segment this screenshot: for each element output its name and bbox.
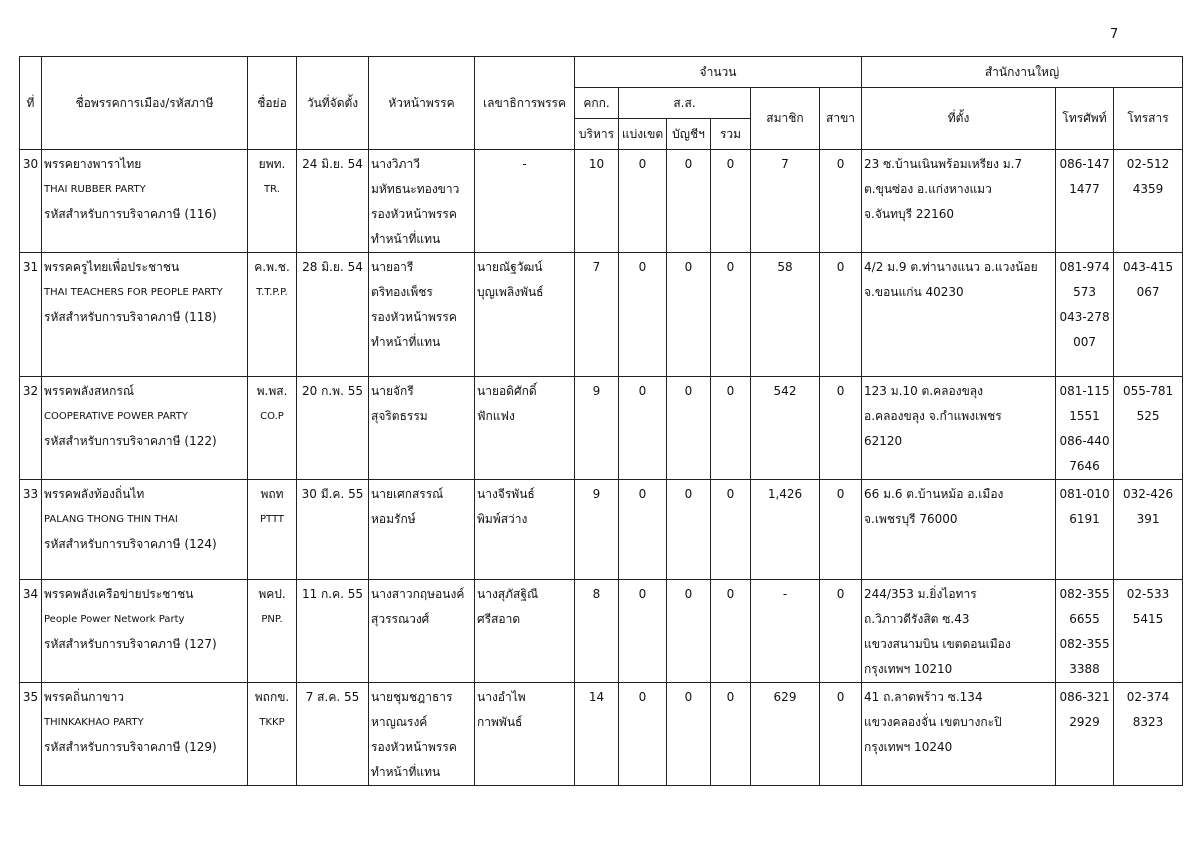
rows.3.fax-line: 391 <box>1136 512 1160 526</box>
table-row <box>20 683 1183 786</box>
rows.1.location-line: จ.ขอนแก่น 40230 <box>864 285 964 299</box>
party-abbr-cell <box>248 253 297 377</box>
rows.5.phone-line: 2929 <box>1069 715 1100 729</box>
mp-district-count: 0 <box>619 377 667 480</box>
rows.4.secretary-line: ศรีสอาด <box>477 612 521 626</box>
party-name-th: พรรคพลังท้องถิ่นไท <box>44 487 145 501</box>
row-number: 34 <box>20 580 42 683</box>
rows.1.leader-line: ทำหน้าที่แทน <box>371 335 441 349</box>
secretary-cell <box>475 580 575 683</box>
header-branches: สาขา <box>820 88 862 150</box>
mp-list-count: 0 <box>667 580 711 683</box>
rows.3.location-line: 66 ม.6 ต.บ้านหม้อ อ.เมือง <box>864 487 1004 501</box>
mp-district-count: 0 <box>619 480 667 580</box>
rows.3.leader-line: นายเศกสรรณ์ <box>371 487 444 501</box>
party-name-en: THAI RUBBER PARTY <box>44 184 146 195</box>
rows.0.leader-line: ทำหน้าที่แทน <box>371 232 441 246</box>
rows.1.location-line: 4/2 ม.9 ต.ท่านางแนว อ.แวงน้อย <box>864 260 1038 274</box>
header-exec-bottom: บริหาร <box>575 119 619 150</box>
rows.5.leader-line: รองหัวหน้าพรรค <box>371 740 457 754</box>
branch-count: 0 <box>820 253 862 377</box>
rows.1.phone-line: 007 <box>1073 335 1096 349</box>
rows.5.secretary-line: นางอำไพ <box>477 690 526 704</box>
rows.2.secretary-line: ฟักแฟง <box>477 409 515 423</box>
table-row <box>20 150 1183 253</box>
member-count: 542 <box>751 377 820 480</box>
member-count: 7 <box>751 150 820 253</box>
mp-district-count: 0 <box>619 253 667 377</box>
exec-count: 14 <box>575 683 619 786</box>
member-count: 629 <box>751 683 820 786</box>
mp-total-count: 0 <box>711 580 751 683</box>
fax-cell <box>1114 150 1183 253</box>
party-abbr-cell <box>248 150 297 253</box>
header-phone: โทรศัพท์ <box>1056 88 1114 150</box>
rows.1.leader-line: ตริทองเพ็ชร <box>371 285 433 299</box>
mp-list-count: 0 <box>667 253 711 377</box>
hq-location-cell <box>862 480 1056 580</box>
rows.4.secretary-line: นางสุภัสฐิณี <box>477 587 539 601</box>
leader-cell <box>369 253 475 377</box>
row-number: 31 <box>20 253 42 377</box>
party-name-th: พรรคพลังเครือข่ายประชาชน <box>44 587 194 601</box>
hq-location-cell <box>862 253 1056 377</box>
secretary-cell <box>475 683 575 786</box>
rows.5.fax-line: 02-374 <box>1126 690 1170 704</box>
rows.4.phone-line: 3388 <box>1069 662 1100 676</box>
rows.1.phone-line: 043-278 <box>1059 310 1110 324</box>
exec-count: 9 <box>575 480 619 580</box>
party-abbr-en: CO.P <box>260 411 284 422</box>
leader-cell <box>369 377 475 480</box>
rows.1.phone-line: 573 <box>1073 285 1096 299</box>
rows.3.phone-line: 081-010 <box>1059 487 1110 501</box>
party-name-cell <box>42 377 248 480</box>
rows.5.location-line: กรุงเทพฯ 10240 <box>864 740 953 754</box>
party-name-cell <box>42 580 248 683</box>
row-number: 30 <box>20 150 42 253</box>
phone-cell <box>1056 480 1114 580</box>
header-founded: วันที่จัดตั้ง <box>297 57 369 150</box>
hq-location-cell <box>862 150 1056 253</box>
rows.4.phone-line: 6655 <box>1069 612 1100 626</box>
rows.0.phone-line: 086-147 <box>1059 157 1110 171</box>
rows.5.location-line: แขวงคลองจั่น เขตบางกะปิ <box>864 715 1002 729</box>
party-abbr-th: ยพท. <box>258 157 286 171</box>
hq-location-cell <box>862 377 1056 480</box>
mp-list-count: 0 <box>667 480 711 580</box>
leader-cell <box>369 480 475 580</box>
party-abbr-cell <box>248 580 297 683</box>
mp-district-count: 0 <box>619 683 667 786</box>
party-abbr-th: พคป. <box>258 587 286 601</box>
rows.2.location-line: 62120 <box>864 434 903 448</box>
rows.1.secretary-line: บุญเพลิงพันธ์ <box>477 285 544 299</box>
party-name-cell <box>42 683 248 786</box>
founded-date: 30 มี.ค. 55 <box>297 480 369 580</box>
phone-cell <box>1056 150 1114 253</box>
row-number: 32 <box>20 377 42 480</box>
party-name-en: PALANG THONG THIN THAI <box>44 514 178 525</box>
exec-count: 8 <box>575 580 619 683</box>
rows.5.leader-line: ทำหน้าที่แทน <box>371 765 441 779</box>
header-exec-top: คกก. <box>575 88 619 119</box>
party-tax-code: รหัสสำหรับการบริจาคภาษี (129) <box>44 740 217 754</box>
rows.4.location-line: ถ.วิภาวดีรังสิต ซ.43 <box>864 612 970 626</box>
rows.2.phone-line: 081-115 <box>1059 384 1110 398</box>
member-count: 58 <box>751 253 820 377</box>
party-name-cell <box>42 253 248 377</box>
party-name-th: พรรคยางพาราไทย <box>44 157 142 171</box>
rows.0.leader-line: นางวิภาวี <box>371 157 420 171</box>
rows.5.phone-line: 086-321 <box>1059 690 1110 704</box>
row-number: 35 <box>20 683 42 786</box>
table-row <box>20 377 1183 480</box>
header-abbr: ชื่อย่อ <box>248 57 297 150</box>
rows.1.secretary-line: นายณัฐวัฒน์ <box>477 260 543 274</box>
table-row <box>20 480 1183 580</box>
party-name-th: พรรคพลังสหกรณ์ <box>44 384 135 398</box>
rows.5.secretary-line: กาพพันธ์ <box>477 715 523 729</box>
exec-count: 10 <box>575 150 619 253</box>
mp-total-count: 0 <box>711 683 751 786</box>
party-tax-code: รหัสสำหรับการบริจาคภาษี (118) <box>44 310 217 324</box>
founded-date: 20 ก.พ. 55 <box>297 377 369 480</box>
header-mp-district: แบ่งเขต <box>619 119 667 150</box>
rows.1.leader-line: นายอารี <box>371 260 414 274</box>
leader-cell <box>369 150 475 253</box>
rows.4.phone-line: 082-355 <box>1059 587 1110 601</box>
party-tax-code: รหัสสำหรับการบริจาคภาษี (127) <box>44 637 217 651</box>
party-name-th: พรรคถิ่นกาขาว <box>44 690 124 704</box>
rows.0.secretary-line: - <box>522 157 527 171</box>
party-tax-code: รหัสสำหรับการบริจาคภาษี (124) <box>44 537 217 551</box>
party-name-en: THAI TEACHERS FOR PEOPLE PARTY <box>44 287 223 298</box>
rows.0.fax-line: 4359 <box>1132 182 1164 196</box>
secretary-cell <box>475 253 575 377</box>
rows.2.leader-line: สุจริตธรรม <box>371 409 428 423</box>
fax-cell <box>1114 580 1183 683</box>
party-abbr-en: TKKP <box>259 717 285 728</box>
phone-cell <box>1056 580 1114 683</box>
party-name-en: COOPERATIVE POWER PARTY <box>44 411 188 422</box>
fax-cell <box>1114 253 1183 377</box>
rows.3.phone-line: 6191 <box>1069 512 1100 526</box>
rows.4.leader-line: สุวรรณวงศ์ <box>371 612 430 626</box>
rows.3.fax-line: 032-426 <box>1122 487 1174 501</box>
rows.2.fax-line: 525 <box>1136 409 1160 423</box>
branch-count: 0 <box>820 150 862 253</box>
rows.2.phone-line: 7646 <box>1069 459 1100 473</box>
secretary-cell <box>475 377 575 480</box>
rows.3.location-line: จ.เพชรบุรี 76000 <box>864 512 958 526</box>
party-abbr-th: พถท <box>260 487 284 501</box>
rows.1.phone-line: 081-974 <box>1059 260 1110 274</box>
member-count: - <box>751 580 820 683</box>
fax-cell <box>1114 683 1183 786</box>
rows.4.leader-line: นางสาวกฤษอนงค์ <box>371 587 465 601</box>
party-tax-code: รหัสสำหรับการบริจาคภาษี (116) <box>44 207 217 221</box>
hq-location-cell <box>862 580 1056 683</box>
rows.2.location-line: อ.คลองขลุง จ.กำแพงเพชร <box>864 409 1002 423</box>
header-leader: หัวหน้าพรรค <box>369 57 475 150</box>
rows.4.phone-line: 082-355 <box>1059 637 1110 651</box>
phone-cell <box>1056 683 1114 786</box>
header-name: ชื่อพรรคการเมือง/รหัสภาษี <box>42 57 248 150</box>
rows.0.location-line: ต.ขุนซ่อง อ.แก่งหางแมว <box>864 182 992 196</box>
party-abbr-cell <box>248 480 297 580</box>
header-mp-group: ส.ส. <box>619 88 751 119</box>
header-no: ที่ <box>20 57 42 150</box>
rows.3.secretary-line: นางจีรพันธ์ <box>477 487 535 501</box>
party-name-th: พรรคครูไทยเพื่อประชาชน <box>44 260 180 274</box>
table-body <box>20 150 1183 786</box>
party-name-cell <box>42 480 248 580</box>
party-abbr-th: ค.พ.ช. <box>254 260 290 274</box>
rows.5.leader-line: หาญณรงค์ <box>371 715 428 729</box>
row-number: 33 <box>20 480 42 580</box>
mp-total-count: 0 <box>711 480 751 580</box>
rows.4.location-line: กรุงเทพฯ 10210 <box>864 662 953 676</box>
hq-location-cell <box>862 683 1056 786</box>
party-name-en: THINKAKHAO PARTY <box>44 717 144 728</box>
leader-cell <box>369 683 475 786</box>
header-count-group: จำนวน <box>575 57 862 88</box>
mp-district-count: 0 <box>619 580 667 683</box>
mp-list-count: 0 <box>667 377 711 480</box>
party-name-cell <box>42 150 248 253</box>
rows.2.phone-line: 1551 <box>1069 409 1100 423</box>
party-abbr-th: พถกข. <box>254 690 290 704</box>
party-abbr-en: T.T.P.P. <box>256 287 288 298</box>
exec-count: 7 <box>575 253 619 377</box>
mp-total-count: 0 <box>711 253 751 377</box>
branch-count: 0 <box>820 377 862 480</box>
rows.1.leader-line: รองหัวหน้าพรรค <box>371 310 457 324</box>
rows.3.secretary-line: พิมพ์สว่าง <box>477 512 528 526</box>
rows.3.leader-line: หอมรักษ์ <box>371 512 416 526</box>
rows.5.leader-line: นายชุมชฎาธาร <box>371 690 453 704</box>
rows.4.location-line: 244/353 ม.ยิ่งไอทาร <box>864 587 977 601</box>
party-table <box>19 56 1183 786</box>
rows.0.phone-line: 1477 <box>1069 182 1100 196</box>
rows.5.location-line: 41 ถ.ลาดพร้าว ซ.134 <box>864 690 983 704</box>
table-row <box>20 580 1183 683</box>
founded-date: 7 ส.ค. 55 <box>297 683 369 786</box>
table-row <box>20 253 1183 377</box>
party-abbr-cell <box>248 683 297 786</box>
secretary-cell <box>475 480 575 580</box>
header-hq-group: สำนักงานใหญ่ <box>862 57 1183 88</box>
rows.4.fax-line: 5415 <box>1132 612 1164 626</box>
rows.0.leader-line: รองหัวหน้าพรรค <box>371 207 457 221</box>
rows.2.fax-line: 055-781 <box>1122 384 1174 398</box>
founded-date: 28 มิ.ย. 54 <box>297 253 369 377</box>
member-count: 1,426 <box>751 480 820 580</box>
branch-count: 0 <box>820 683 862 786</box>
branch-count: 0 <box>820 580 862 683</box>
party-abbr-en: PTTT <box>259 514 284 525</box>
mp-list-count: 0 <box>667 683 711 786</box>
phone-cell <box>1056 377 1114 480</box>
exec-count: 9 <box>575 377 619 480</box>
rows.0.location-line: จ.จันทบุรี 22160 <box>864 207 955 221</box>
page-number: 7 <box>1110 27 1119 42</box>
party-abbr-en: PNP. <box>261 614 283 625</box>
secretary-cell <box>475 150 575 253</box>
branch-count: 0 <box>820 480 862 580</box>
rows.5.fax-line: 8323 <box>1132 715 1164 729</box>
rows.4.fax-line: 02-533 <box>1126 587 1170 601</box>
rows.2.leader-line: นายจักรี <box>371 384 414 398</box>
party-name-en: People Power Network Party <box>44 614 185 625</box>
rows.2.location-line: 123 ม.10 ต.คลองขลุง <box>864 384 984 398</box>
header-secretary: เลขาธิการพรรค <box>475 57 575 150</box>
leader-cell <box>369 580 475 683</box>
mp-district-count: 0 <box>619 150 667 253</box>
header-location: ที่ตั้ง <box>862 88 1056 150</box>
fax-cell <box>1114 377 1183 480</box>
party-abbr-th: พ.พส. <box>256 384 288 398</box>
rows.2.secretary-line: นายอดิศักดิ์ <box>477 384 537 398</box>
rows.0.location-line: 23 ซ.บ้านเนินพร้อมเหรียง ม.7 <box>864 157 1023 171</box>
founded-date: 11 ก.ค. 55 <box>297 580 369 683</box>
header-mp-list: บัญชีฯ <box>667 119 711 150</box>
header-fax: โทรสาร <box>1114 88 1183 150</box>
mp-total-count: 0 <box>711 377 751 480</box>
party-tax-code: รหัสสำหรับการบริจาคภาษี (122) <box>44 434 217 448</box>
header-mp-total: รวม <box>711 119 751 150</box>
phone-cell <box>1056 253 1114 377</box>
rows.0.leader-line: มหัทธนะทองขาว <box>371 182 460 196</box>
rows.1.fax-line: 067 <box>1136 285 1160 299</box>
founded-date: 24 มิ.ย. 54 <box>297 150 369 253</box>
rows.1.fax-line: 043-415 <box>1122 260 1174 274</box>
header-members: สมาชิก <box>751 88 820 150</box>
rows.0.fax-line: 02-512 <box>1126 157 1170 171</box>
fax-cell <box>1114 480 1183 580</box>
rows.4.location-line: แขวงสนามบิน เขตดอนเมือง <box>864 637 1011 651</box>
mp-list-count: 0 <box>667 150 711 253</box>
party-abbr-en: TR. <box>264 184 280 195</box>
party-abbr-cell <box>248 377 297 480</box>
mp-total-count: 0 <box>711 150 751 253</box>
rows.2.phone-line: 086-440 <box>1059 434 1110 448</box>
